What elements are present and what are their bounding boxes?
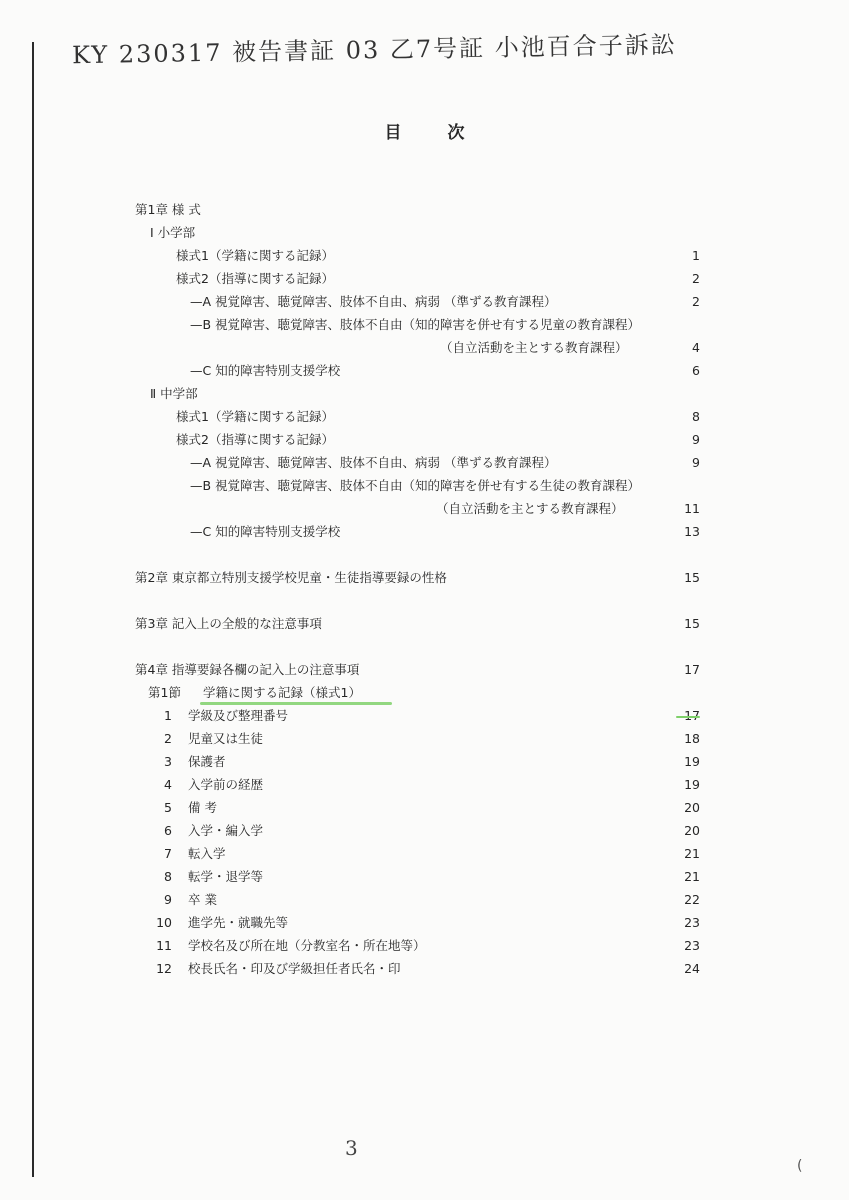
toc-page-number: 2	[692, 294, 700, 309]
toc-page-number: 24	[684, 961, 700, 976]
toc-entry: 様式1（学籍に関する記録）	[176, 409, 334, 424]
chapter1-heading: 第1章 様 式	[135, 202, 201, 217]
toc-entry: 様式1（学籍に関する記録）	[176, 248, 334, 263]
item-number: 10	[156, 915, 172, 930]
chapter2-heading: 第2章 東京都立特別支援学校児童・生徒指導要録の性格	[135, 570, 447, 585]
toc-entry: —B 視覚障害、聴覚障害、肢体不自由（知的障害を併せ有する生徒の教育課程）	[190, 478, 641, 493]
toc-entry: —C 知的障害特別支援学校	[190, 524, 341, 539]
toc-page-number: 21	[684, 869, 700, 884]
part2-heading: Ⅱ 中学部	[150, 386, 198, 401]
toc-page-number: 23	[684, 938, 700, 953]
item-number: 4	[164, 777, 172, 792]
toc-entry: 学級及び整理番号	[188, 708, 289, 723]
toc-page-number: 15	[684, 616, 700, 631]
toc-entry: 転学・退学等	[188, 869, 264, 884]
margin-line	[32, 42, 34, 1177]
toc-page-number: 22	[684, 892, 700, 907]
toc-entry: 卒 業	[188, 892, 217, 907]
toc-entry: —A 視覚障害、聴覚障害、肢体不自由、病弱 （準ずる教育課程）	[190, 294, 557, 309]
toc-entry: （自立活動を主とする教育課程）	[440, 340, 628, 355]
item-number: 11	[156, 938, 172, 953]
item-number: 12	[156, 961, 172, 976]
item-number: 8	[164, 869, 172, 884]
toc-page-number: 19	[684, 754, 700, 769]
toc-entry: 入学前の経歴	[188, 777, 264, 792]
part1-heading: Ⅰ 小学部	[150, 225, 196, 240]
toc-entry: 校長氏名・印及び学級担任者氏名・印	[188, 961, 401, 976]
toc-entry: 児童又は生徒	[188, 731, 264, 746]
toc-page-number: 4	[692, 340, 700, 355]
toc-entry: —B 視覚障害、聴覚障害、肢体不自由（知的障害を併せ有する児童の教育課程）	[190, 317, 641, 332]
handwritten-header-note: KY 230317 被告書証 03 乙7号証 小池百合子訴訟	[71, 30, 677, 70]
toc-page-number: 6	[692, 363, 700, 378]
toc-page-number: 9	[692, 455, 700, 470]
toc-entry: —C 知的障害特別支援学校	[190, 363, 341, 378]
item-number: 3	[164, 754, 172, 769]
toc-entry: 様式2（指導に関する記録）	[176, 271, 334, 286]
toc-page-number: 20	[684, 800, 700, 815]
item-number: 9	[164, 892, 172, 907]
item-number: 1	[164, 708, 172, 723]
section1-label: 第1節	[148, 685, 181, 700]
toc-page-number: 21	[684, 846, 700, 861]
item-number: 6	[164, 823, 172, 838]
toc-entry: 保護者	[188, 754, 226, 769]
toc-page-number: 18	[684, 731, 700, 746]
green-highlight-underline	[200, 702, 392, 705]
toc-entry: 様式2（指導に関する記録）	[176, 432, 334, 447]
item-number: 2	[164, 731, 172, 746]
chapter3-heading: 第3章 記入上の全般的な注意事項	[135, 616, 322, 631]
toc-entry: 備 考	[188, 800, 217, 815]
toc-entry: 学校名及び所在地（分教室名・所在地等）	[188, 938, 426, 953]
corner-mark: (	[797, 1158, 803, 1174]
toc-entry: 転入学	[188, 846, 226, 861]
toc-page-number: 9	[692, 432, 700, 447]
toc-page-number: 23	[684, 915, 700, 930]
toc-page-number: 20	[684, 823, 700, 838]
toc-entry: —A 視覚障害、聴覚障害、肢体不自由、病弱 （準ずる教育課程）	[190, 455, 557, 470]
green-page-mark	[676, 716, 700, 718]
toc-page-number: 19	[684, 777, 700, 792]
toc-page-number: 1	[692, 248, 700, 263]
handwritten-page-number: 3	[345, 1136, 358, 1160]
toc-page-number: 2	[692, 271, 700, 286]
toc-page-number: 15	[684, 570, 700, 585]
item-number: 7	[164, 846, 172, 861]
toc-entry: （自立活動を主とする教育課程）	[436, 501, 624, 516]
toc-entry: 入学・編入学	[188, 823, 264, 838]
chapter4-heading: 第4章 指導要録各欄の記入上の注意事項	[135, 662, 360, 677]
item-number: 5	[164, 800, 172, 815]
section1-title: 学籍に関する記録（様式1）	[203, 685, 361, 700]
toc-page-number: 17	[684, 662, 700, 677]
toc-page-number: 13	[684, 524, 700, 539]
toc-page-number: 11	[684, 501, 700, 516]
toc-page-number: 8	[692, 409, 700, 424]
toc-entry: 進学先・就職先等	[188, 915, 289, 930]
toc-title: 目 次	[384, 123, 485, 143]
